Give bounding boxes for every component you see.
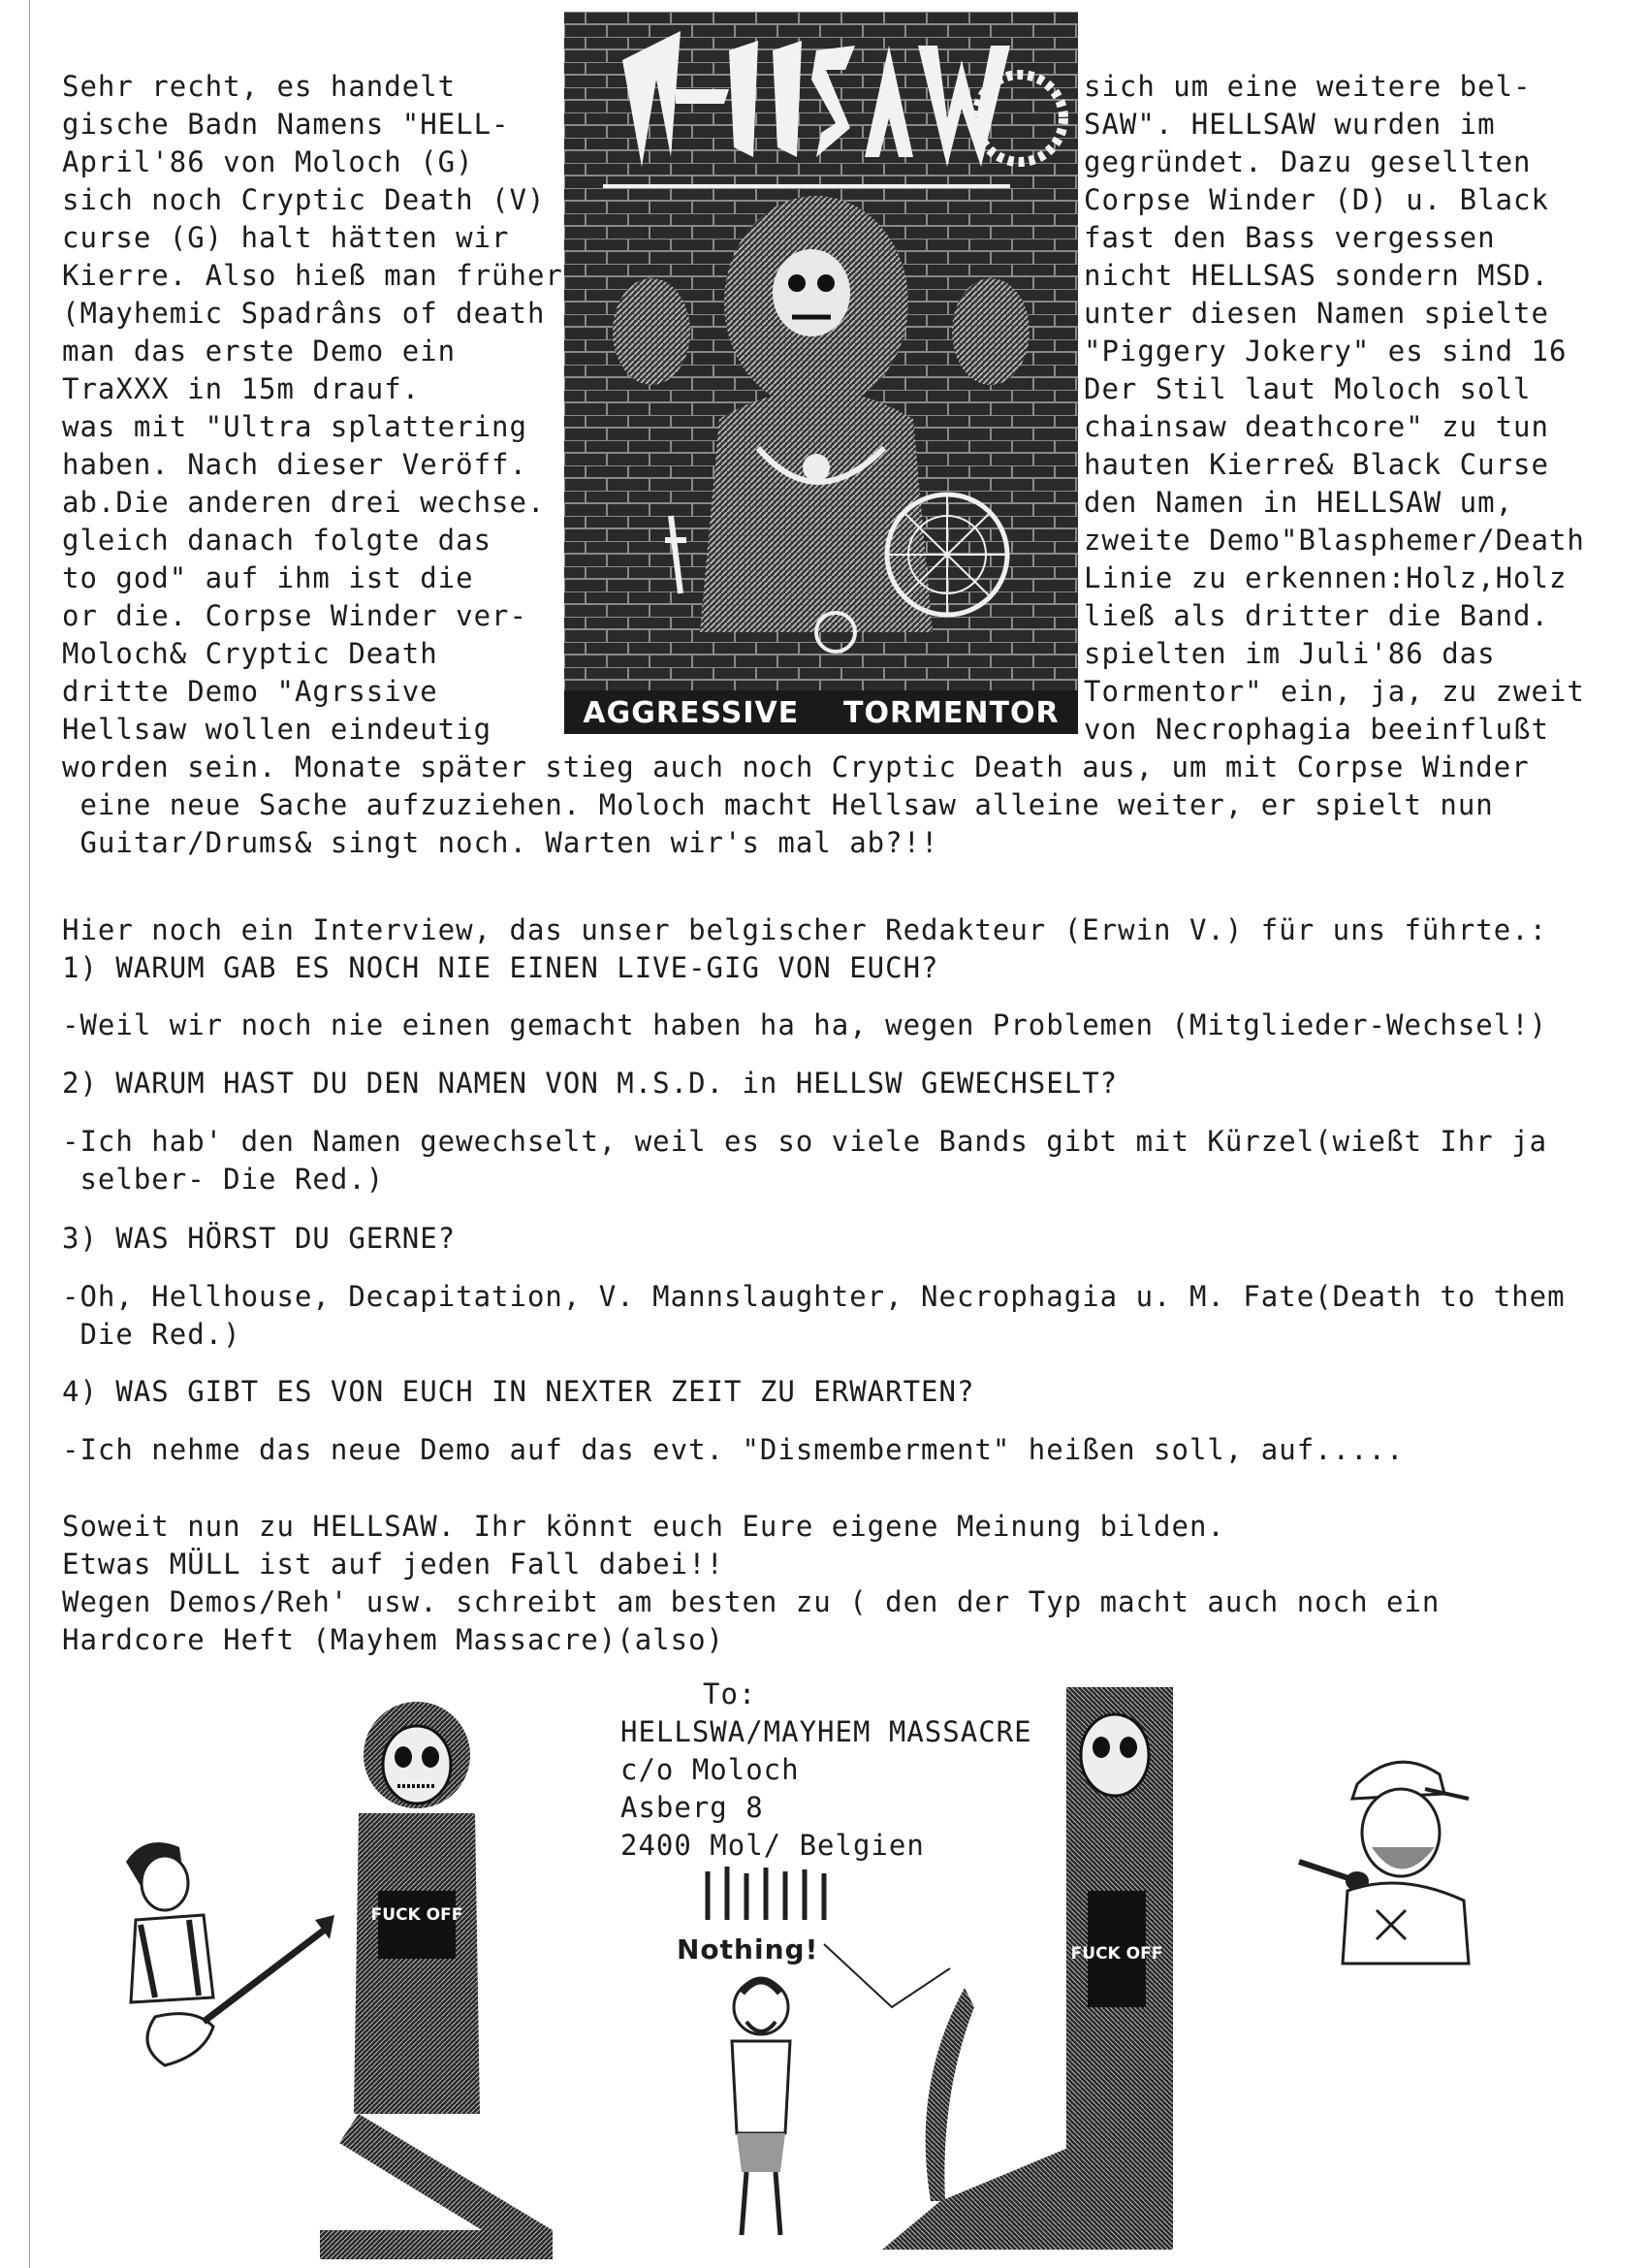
closing-line: Wegen Demos/Reh' usw. schreibt am besten zu ( den der Typ macht auch noch ein [62,1585,1441,1618]
left-patch-text: FUCK OFF [370,1905,463,1925]
poster-artwork [564,12,1078,734]
text-line: ließ als dritter die Band. [1084,599,1549,632]
text-line: worden sein. Monate später stieg auch noch Cryptic Death aus, um mit Corpse Winder [62,751,1530,783]
text-line: Corpse Winder (D) u. Black [1084,183,1549,216]
page-edge-line [29,0,30,2268]
text-line: SAW". HELLSAW wurden im [1084,108,1496,141]
speech-nothing: Nothing! [677,1933,819,1965]
guitarist-drawing [97,1823,339,2085]
text-line: Sehr recht, es handelt [62,70,457,103]
singer-drawing [1280,1745,1512,1968]
text-line: or die. Corpse Winder ver- [62,599,527,632]
text-line: sich um eine weitere bel- [1084,70,1532,103]
hellsaw-demo-poster [564,12,1078,734]
interview-intro: Hier noch ein Interview, das unser belgischer Redakteur (Erwin V.) für uns führte.: [62,913,1548,946]
text-line: to god" auf ihm ist die [62,561,474,594]
interview-answer-2: -Ich hab' den Namen gewechselt, weil es so viele Bands gibt mit Kürzel(wießt Ihr ja [62,1125,1548,1158]
text-line: spielten im Juli'86 das [1084,637,1496,670]
interview-answer-1: -Weil wir noch nie einen gemacht haben ha ha, wegen Problemen (Mitglieder-Wechsel!) [62,1008,1548,1041]
address-line: HELLSWA/MAYHEM MASSACRE [620,1715,1032,1748]
text-line: Linie zu erkennen:Holz,Holz [1084,561,1568,594]
demonic-figure-drawing [700,196,933,632]
text-line: Moloch& Cryptic Death [62,637,438,670]
text-line: dritte Demo "Agrssive [62,675,438,708]
text-line: chainsaw deathcore" zu tun [1084,410,1549,443]
text-line: den Namen in HELLSAW um, [1084,486,1514,519]
closing-line: Hardcore Heft (Mayhem Massacre)(also) [62,1623,725,1656]
text-line: Der Stil laut Moloch soll [1084,372,1532,405]
closing-line: Etwas MÜLL ist auf jeden Fall dabei!! [62,1548,725,1581]
text-line: Hellsaw wollen eindeutig [62,713,492,746]
interview-answer-3: -Oh, Hellhouse, Decapitation, V. Mannslaughter, Necrophagia u. M. Fate(Death to them [62,1280,1566,1313]
left-zombie-drawing [320,1687,553,2259]
address-to-label: To: [703,1677,757,1710]
text-line: Guitar/Drums& singt noch. Warten wir's mal ab?!! [62,826,939,859]
interview-answer-3-cont: Die Red.) [62,1318,241,1351]
left-text-column [62,68,563,749]
text-line: was mit "Ultra splattering [62,410,527,443]
poster-caption: AGGRESSIVE TORMENTOR [583,696,1060,730]
text-line: hauten Kierre& Black Curse [1084,448,1549,481]
text-line: gische Badn Namens "HELL- [62,108,510,141]
interview-question-4: 4) WAS GIBT ES VON EUCH IN NEXTER ZEIT ZU ERWARTEN? [62,1375,975,1408]
right-patch-text: FUCK OFF [1070,1944,1163,1964]
text-line: eine neue Sache aufzuziehen. Moloch macht Hellsaw alleine weiter, er spielt nun [62,788,1494,821]
crucified-figure-drawing [688,1968,834,2250]
text-line: TraXXX in 15m drauf. [62,372,421,405]
text-line: gegründet. Dazu gesellten [1084,145,1532,178]
address-line: Asberg 8 [620,1791,764,1824]
interview-question-1: 1) WARUM GAB ES NOCH NIE EINEN LIVE-GIG VON EUCH? [62,951,939,984]
interview-question-3: 3) WAS HÖRST DU GERNE? [62,1222,457,1255]
text-line: fast den Bass vergessen [1084,221,1496,254]
interview-answer-4: -Ich nehme das neue Demo auf das evt. "Dismemberment" heißen soll, auf..... [62,1433,1405,1466]
interview-answer-2-cont: selber- Die Red.) [62,1163,385,1196]
text-line: zweite Demo"Blasphemer/Death [1084,524,1585,557]
text-line: nicht HELLSAS sondern MSD. [1084,259,1549,292]
text-line: Tormentor" ein, ja, zu zweit [1084,675,1585,708]
text-line: curse (G) halt hätten wir [62,221,510,254]
crowd-drawing [698,1862,834,1930]
text-line: April'86 von Moloch (G) [62,145,474,178]
text-line: gleich danach folgte das [62,524,492,557]
interview-question-2: 2) WARUM HAST DU DEN NAMEN VON M.S.D. in HELLSW GEWECHSELT? [62,1067,1119,1100]
text-line: (Mayhemic Spadrâns of death [62,297,546,330]
address-line: c/o Moloch [620,1753,800,1786]
text-line: sich noch Cryptic Death (V) [62,183,546,216]
text-line: Kierre. Also hieß man früher [62,259,563,292]
text-line: man das erste Demo ein [62,335,457,367]
right-text-column [1084,68,1585,749]
closing-line: Soweit nun zu HELLSAW. Ihr könnt euch Eure eigene Meinung bilden. [62,1510,1225,1543]
text-line: "Piggery Jokery" es sind 16 [1084,335,1568,367]
right-zombie-drawing [872,1677,1183,2259]
text-line: von Necrophagia beeinflußt [1084,713,1549,746]
text-line: haben. Nach dieser Veröff. [62,448,527,481]
address-line: 2400 Mol/ Belgien [620,1829,925,1862]
text-line: unter diesen Namen spielte [1084,297,1549,330]
text-line: ab.Die anderen drei wechse. [62,486,546,519]
